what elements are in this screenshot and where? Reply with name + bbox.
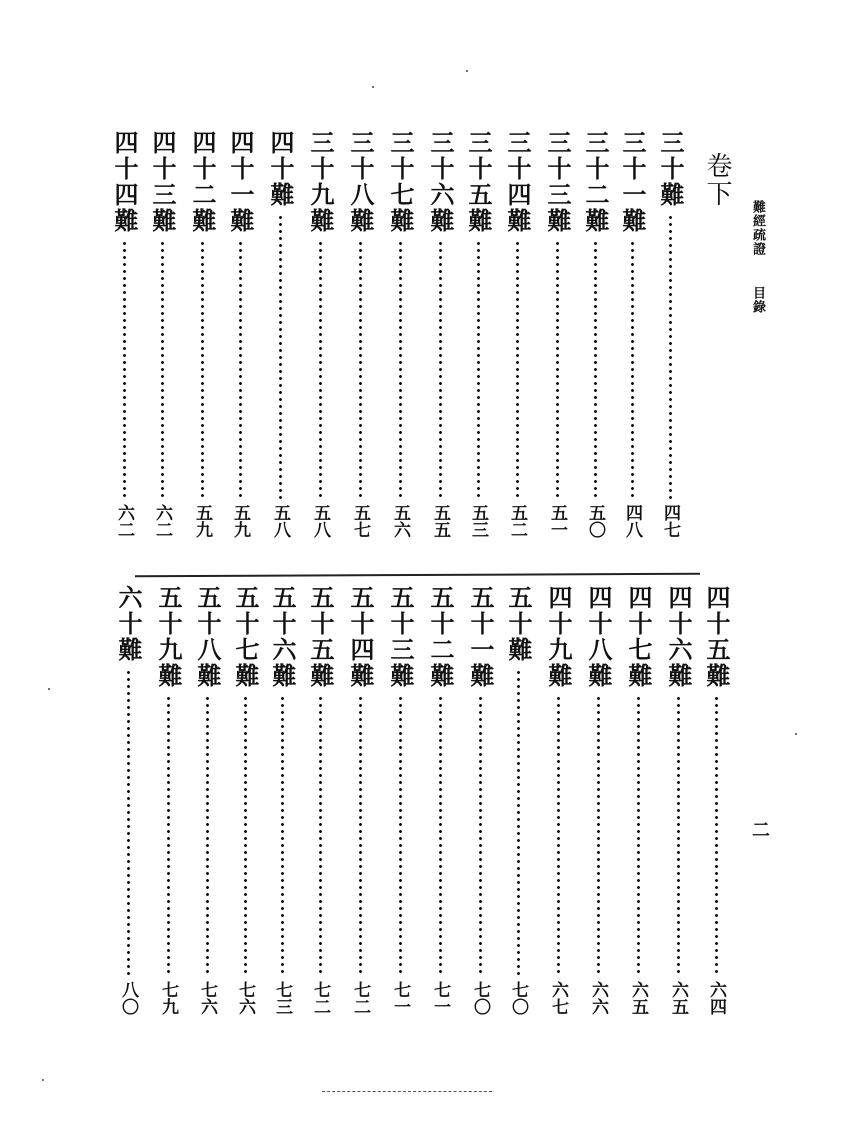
toc-entry [387, 585, 413, 1015]
entry-title: 三十五難 [464, 130, 493, 234]
dot-leader [201, 240, 204, 500]
entry-title: 四十四難 [110, 130, 139, 234]
dot-leader [281, 695, 284, 977]
toc-entry [467, 585, 493, 1015]
entry-page: 五九 [230, 504, 250, 538]
toc-entry [269, 585, 295, 1015]
dot-leader [715, 695, 718, 977]
toc-entry [347, 130, 373, 538]
entry-page: 五三 [468, 504, 488, 538]
entry-page: 七一 [390, 981, 410, 1015]
toc-entry [111, 130, 137, 538]
dot-leader [439, 695, 442, 977]
entry-page: 四八 [622, 504, 642, 538]
dot-leader [637, 695, 640, 977]
entry-title: 五十五難 [306, 585, 335, 689]
entry-title: 四十一難 [226, 130, 255, 234]
entry-title: 五十三難 [386, 585, 415, 689]
entry-title: 三十四難 [503, 130, 532, 234]
toc-entry [505, 585, 531, 1015]
dot-leader [319, 695, 322, 977]
entry-page: 七六 [235, 981, 255, 1015]
scan-speck [42, 1079, 44, 1081]
volume-heading: 卷下 [702, 152, 732, 208]
dot-leader [167, 695, 170, 977]
toc-entry [544, 130, 570, 538]
entry-page: 七二 [310, 981, 330, 1015]
toc-entry [703, 585, 729, 1015]
toc-entry [585, 585, 611, 1015]
entry-page: 七二 [350, 981, 370, 1015]
entry-page: 六五 [628, 981, 648, 1015]
entry-page: 六二 [152, 504, 172, 538]
toc-entry [625, 585, 651, 1015]
folio-number: 二 [749, 820, 770, 838]
entry-title: 六十難 [114, 585, 143, 663]
entry-page: 六六 [588, 981, 608, 1015]
entry-title: 四十難 [266, 130, 295, 208]
entry-page: 五八 [270, 504, 290, 538]
dot-leader [439, 240, 442, 500]
entry-title: 四十九難 [544, 585, 573, 689]
footer-rule [322, 1091, 492, 1093]
entry-page: 八〇 [118, 981, 138, 1015]
entry-page: 七六 [197, 981, 217, 1015]
toc-entry [582, 130, 608, 538]
dot-leader [359, 240, 362, 500]
toc-entry [427, 130, 453, 538]
entry-title: 四十二難 [188, 130, 217, 234]
toc-entry [149, 130, 175, 538]
entry-title: 五十六難 [268, 585, 297, 689]
dot-leader [516, 240, 519, 500]
entry-title: 三十難 [656, 130, 685, 208]
dot-leader [677, 695, 680, 977]
entry-title: 四十七難 [624, 585, 653, 689]
entry-title: 三十二難 [581, 130, 610, 234]
entry-page: 六五 [668, 981, 688, 1015]
entry-title: 三十八難 [346, 130, 375, 234]
toc-entry [347, 585, 373, 1015]
entry-page: 七一 [430, 981, 450, 1015]
toc-entry [115, 585, 141, 1015]
dot-leader [161, 240, 164, 500]
toc-entry [665, 585, 691, 1015]
dot-leader [279, 214, 282, 500]
entry-title: 五十一難 [466, 585, 495, 689]
toc-entry [227, 130, 253, 538]
entry-title: 五十九難 [154, 585, 183, 689]
entry-page: 五〇 [585, 504, 605, 538]
scan-speck [466, 70, 468, 72]
scan-speck [372, 86, 374, 88]
entry-title: 四十三難 [148, 130, 177, 234]
dot-leader [594, 240, 597, 500]
toc-entry [267, 130, 293, 538]
dot-leader [477, 240, 480, 500]
toc-entry [657, 130, 683, 538]
dot-leader [669, 214, 672, 500]
dot-leader [123, 240, 126, 500]
scan-speck [48, 688, 50, 690]
dot-leader [556, 240, 559, 500]
toc-entry [189, 130, 215, 538]
toc-entry [194, 585, 220, 1015]
entry-title: 三十三難 [543, 130, 572, 234]
entry-title: 三十七難 [386, 130, 415, 234]
entry-page: 七九 [158, 981, 178, 1015]
entry-page: 七三 [272, 981, 292, 1015]
toc-entry [504, 130, 530, 538]
running-head [748, 200, 767, 314]
entry-title: 四十五難 [702, 585, 731, 689]
dot-leader [479, 695, 482, 977]
entry-title: 五十七難 [231, 585, 260, 689]
toc-entry [545, 585, 571, 1015]
entry-page: 六七 [548, 981, 568, 1015]
dot-leader [597, 695, 600, 977]
entry-page: 五六 [390, 504, 410, 538]
entry-title: 五十四難 [346, 585, 375, 689]
dot-leader [359, 695, 362, 977]
entry-page: 五五 [430, 504, 450, 538]
entry-page: 五二 [507, 504, 527, 538]
dot-leader [244, 695, 247, 977]
entry-title: 三十六難 [426, 130, 455, 234]
entry-title: 五十二難 [426, 585, 455, 689]
toc-entry [387, 130, 413, 538]
entry-title: 三十一難 [618, 130, 647, 234]
entry-title: 四十八難 [584, 585, 613, 689]
dot-leader [399, 240, 402, 500]
running-head-section: 目錄 [750, 286, 765, 314]
dot-leader [127, 669, 130, 977]
entry-title: 五十難 [504, 585, 533, 663]
entry-title: 五十八難 [193, 585, 222, 689]
running-head-book: 難經疏證 [750, 200, 765, 256]
entry-title: 四十六難 [664, 585, 693, 689]
dot-leader [631, 240, 634, 500]
entry-page: 六二 [114, 504, 134, 538]
dot-leader [319, 240, 322, 500]
dot-leader [517, 669, 520, 977]
dot-leader [206, 695, 209, 977]
entry-page: 五八 [310, 504, 330, 538]
scan-speck [795, 733, 797, 735]
toc-entry [307, 130, 333, 538]
entry-page: 六四 [706, 981, 726, 1015]
entry-page: 四七 [660, 504, 680, 538]
toc-entry [465, 130, 491, 538]
dot-leader [557, 695, 560, 977]
entry-page: 五九 [192, 504, 212, 538]
entry-page: 七〇 [508, 981, 528, 1015]
entry-page: 五一 [547, 504, 567, 538]
toc-entry [155, 585, 181, 1015]
toc-entry [232, 585, 258, 1015]
toc-entry [619, 130, 645, 538]
toc-entry [307, 585, 333, 1015]
dot-leader [239, 240, 242, 500]
entry-page: 五七 [350, 504, 370, 538]
entry-title: 三十九難 [306, 130, 335, 234]
dot-leader [399, 695, 402, 977]
section-divider [135, 573, 700, 577]
toc-entry [427, 585, 453, 1015]
entry-page: 七〇 [470, 981, 490, 1015]
